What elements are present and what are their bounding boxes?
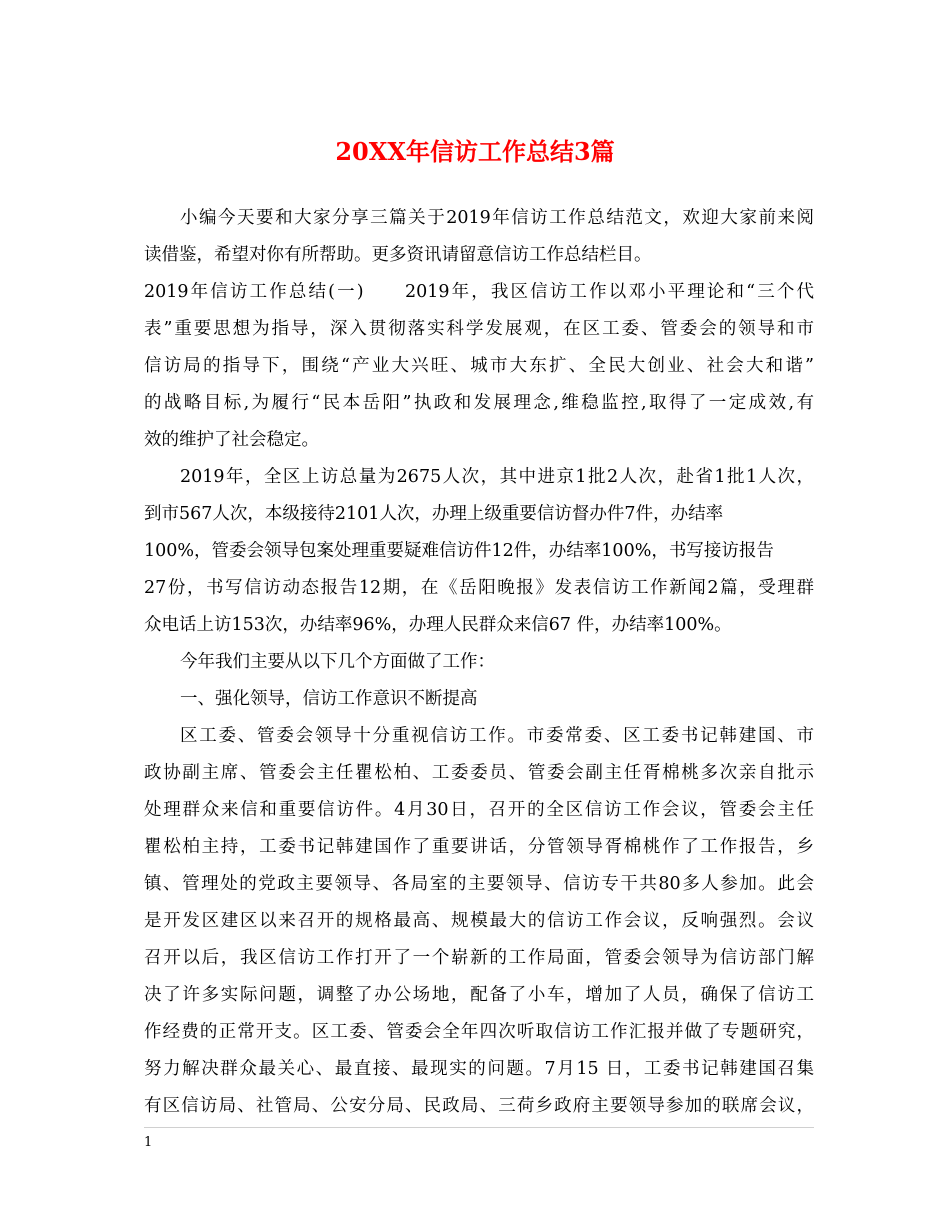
paragraph-line: 众电话上访153次，办结率96%，办理人民群众来信67 件，办结率100%。 xyxy=(144,615,732,635)
paragraph-line: 区工委、管委会领导十分重视信访工作。市委常委、区工委书记韩建国、市 xyxy=(180,726,814,746)
paragraph-line: 27份，书写信访动态报告12期，在《岳阳晚报》发表信访工作新闻2篇，受理群 xyxy=(144,578,814,598)
document-title: 20XX年信访工作总结3篇 xyxy=(335,137,615,166)
paragraph-line: 效的维护了社会稳定。 xyxy=(144,430,319,450)
paragraph-line: 今年我们主要从以下几个方面做了工作： xyxy=(180,652,495,672)
paragraph-line: 是开发区建区以来召开的规格最高、规模最大的信访工作会议，反响强烈。会议 xyxy=(144,911,814,931)
page-number: 1 xyxy=(144,1135,153,1150)
paragraph-line: 瞿松柏主持，工委书记韩建国作了重要讲话，分管领导胥棉桃作了工作报告，乡 xyxy=(144,837,814,857)
paragraph-line: 表”重要思想为指导，深入贯彻落实科学发展观，在区工委、管委会的领导和市 xyxy=(144,319,814,339)
paragraph-line: 召开以后，我区信访工作打开了一个崭新的工作局面，管委会领导为信访部门解 xyxy=(144,948,814,968)
section-heading: 一、强化领导，信访工作意识不断提高 xyxy=(180,689,478,709)
paragraph-line: 有区信访局、社管局、公安分局、民政局、三荷乡政府主要领导参加的联席会议， xyxy=(144,1096,814,1116)
paragraph-line: 2019年，全区上访总量为2675人次，其中进京1批2人次，赴省1批1人次， xyxy=(180,467,814,487)
paragraph-line: 政协副主席、管委会主任瞿松柏、工委委员、管委会副主任胥棉桃多次亲自批示 xyxy=(144,763,814,783)
paragraph-line: 读借鉴，希望对你有所帮助。更多资讯请留意信访工作总结栏目。 xyxy=(144,245,652,265)
paragraph-line: 作经费的正常开支。区工委、管委会全年四次听取信访工作汇报并做了专题研究， xyxy=(144,1022,814,1042)
paragraph-line: 的战略目标,为履行“民本岳阳”执政和发展理念,维稳监控,取得了一定成效,有 xyxy=(144,393,814,413)
paragraph-line: 小编今天要和大家分享三篇关于2019年信访工作总结范文，欢迎大家前来阅 xyxy=(180,208,814,228)
paragraph-line: 100%，管委会领导包案处理重要疑难信访件12件，办结率100%，书写接访报告 xyxy=(144,541,774,561)
paragraph-line: 决了许多实际问题，调整了办公场地，配备了小车，增加了人员，确保了信访工 xyxy=(144,985,814,1005)
paragraph-line: 2019年信访工作总结(一) 2019年，我区信访工作以邓小平理论和“三个代 xyxy=(144,282,814,302)
footer-divider xyxy=(144,1127,814,1128)
paragraph-line: 到市567人次，本级接待2101人次，办理上级重要信访督办件7件，办结率 xyxy=(144,504,724,524)
document-body xyxy=(144,200,814,1125)
paragraph-line: 处理群众来信和重要信访件。4月30日，召开的全区信访工作会议，管委会主任 xyxy=(144,800,814,820)
paragraph-line: 镇、管理处的党政主要领导、各局室的主要领导、信访专干共80多人参加。此会 xyxy=(144,874,814,894)
paragraph-line: 努力解决群众最关心、最直接、最现实的问题。7月15 日，工委书记韩建国召集 xyxy=(144,1059,814,1079)
paragraph-line: 信访局的指导下，围绕“产业大兴旺、城市大东扩、全民大创业、社会大和谐” xyxy=(144,356,814,376)
